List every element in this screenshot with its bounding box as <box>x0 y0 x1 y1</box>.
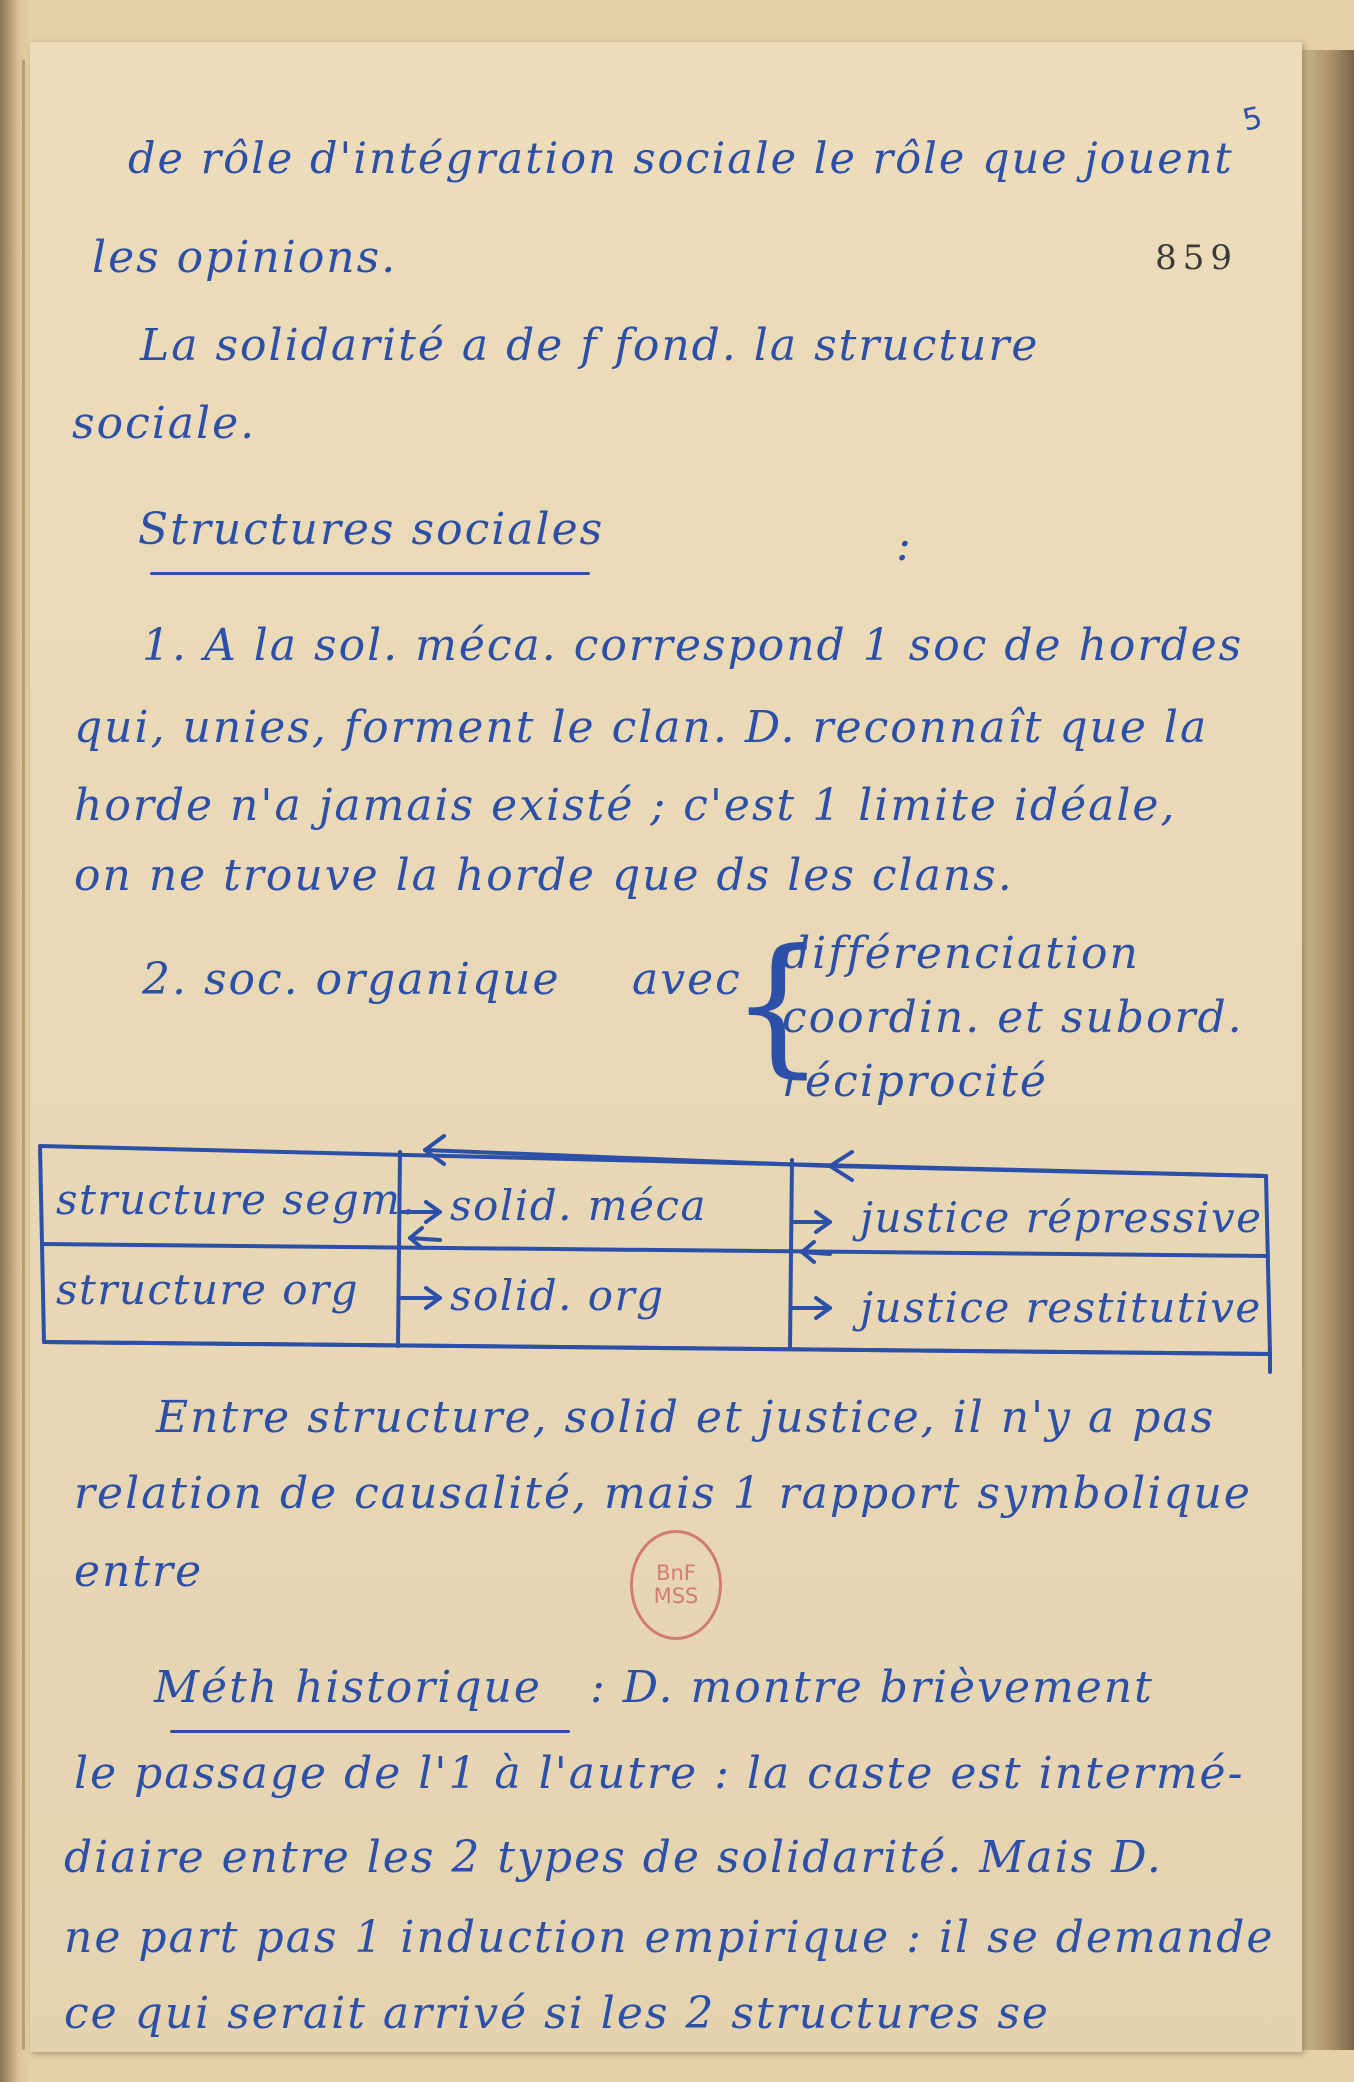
stamp-line-1: BnF <box>656 1560 696 1585</box>
line-9-avec: avec <box>632 954 742 1005</box>
binding-gutter <box>22 60 25 2050</box>
line-1: de rôle d'intégration sociale le rôle que jouent <box>128 134 1234 184</box>
next-page-edge <box>1302 50 1354 2050</box>
section-heading-methode: Méth historique <box>154 1662 542 1713</box>
line-8: on ne trouve la horde que ds les clans. <box>74 850 1014 901</box>
line-16: ne part pas 1 induction empirique : il se demande <box>64 1912 1275 1963</box>
line-11: relation de causalité, mais 1 rapport symbolique <box>74 1468 1252 1519</box>
diagram-justice-repressive: justice répressive <box>860 1193 1263 1242</box>
diagram-justice-restitutive: justice restitutive <box>860 1283 1262 1332</box>
diagram-structure-segm: structure segm. <box>56 1175 417 1224</box>
stamp-line-2: MSS <box>653 1584 699 1608</box>
curly-brace: { <box>730 918 826 1092</box>
section-heading-structures: Structures sociales <box>138 504 605 555</box>
line-13: : D. montre brièvement <box>590 1662 1154 1713</box>
heading-colon: : <box>896 520 913 571</box>
line-17: ce qui serait arrivé si les 2 structures se <box>64 1988 1050 2039</box>
manuscript-page <box>30 42 1302 2052</box>
line-14: le passage de l'1 à l'autre : la caste est intermé- <box>74 1748 1245 1799</box>
line-10: Entre structure, solid et justice, il n'y a pas <box>156 1392 1216 1443</box>
folio-number: 859 <box>1155 238 1238 278</box>
line-4: sociale. <box>72 398 257 449</box>
bnf-mss-stamp <box>630 1530 722 1640</box>
brace-item-3: réciprocité <box>782 1056 1048 1107</box>
page-corner-mark: 5 <box>1239 100 1266 139</box>
line-3: La solidarité a de f fond. la structure <box>140 320 1040 371</box>
line-12: entre <box>74 1546 204 1597</box>
line-5: 1. A la sol. méca. correspond 1 soc de hordes <box>142 620 1244 671</box>
methode-underline <box>170 1730 570 1733</box>
line-9: 2. soc. organique <box>142 954 561 1005</box>
brace-item-1: différenciation <box>782 928 1140 979</box>
diagram-solid-meca: solid. méca <box>450 1181 708 1230</box>
line-6: qui, unies, forment le clan. D. reconnaît que la <box>74 702 1209 753</box>
diagram-structure-org: structure org <box>56 1265 360 1314</box>
line-7: horde n'a jamais existé ; c'est 1 limite idéale, <box>74 780 1177 831</box>
brace-item-2: coordin. et subord. <box>782 992 1244 1043</box>
line-15: diaire entre les 2 types de solidarité. Mais D. <box>64 1832 1163 1883</box>
diagram-solid-org: solid. org <box>450 1271 665 1320</box>
line-2: les opinions. <box>92 232 398 283</box>
